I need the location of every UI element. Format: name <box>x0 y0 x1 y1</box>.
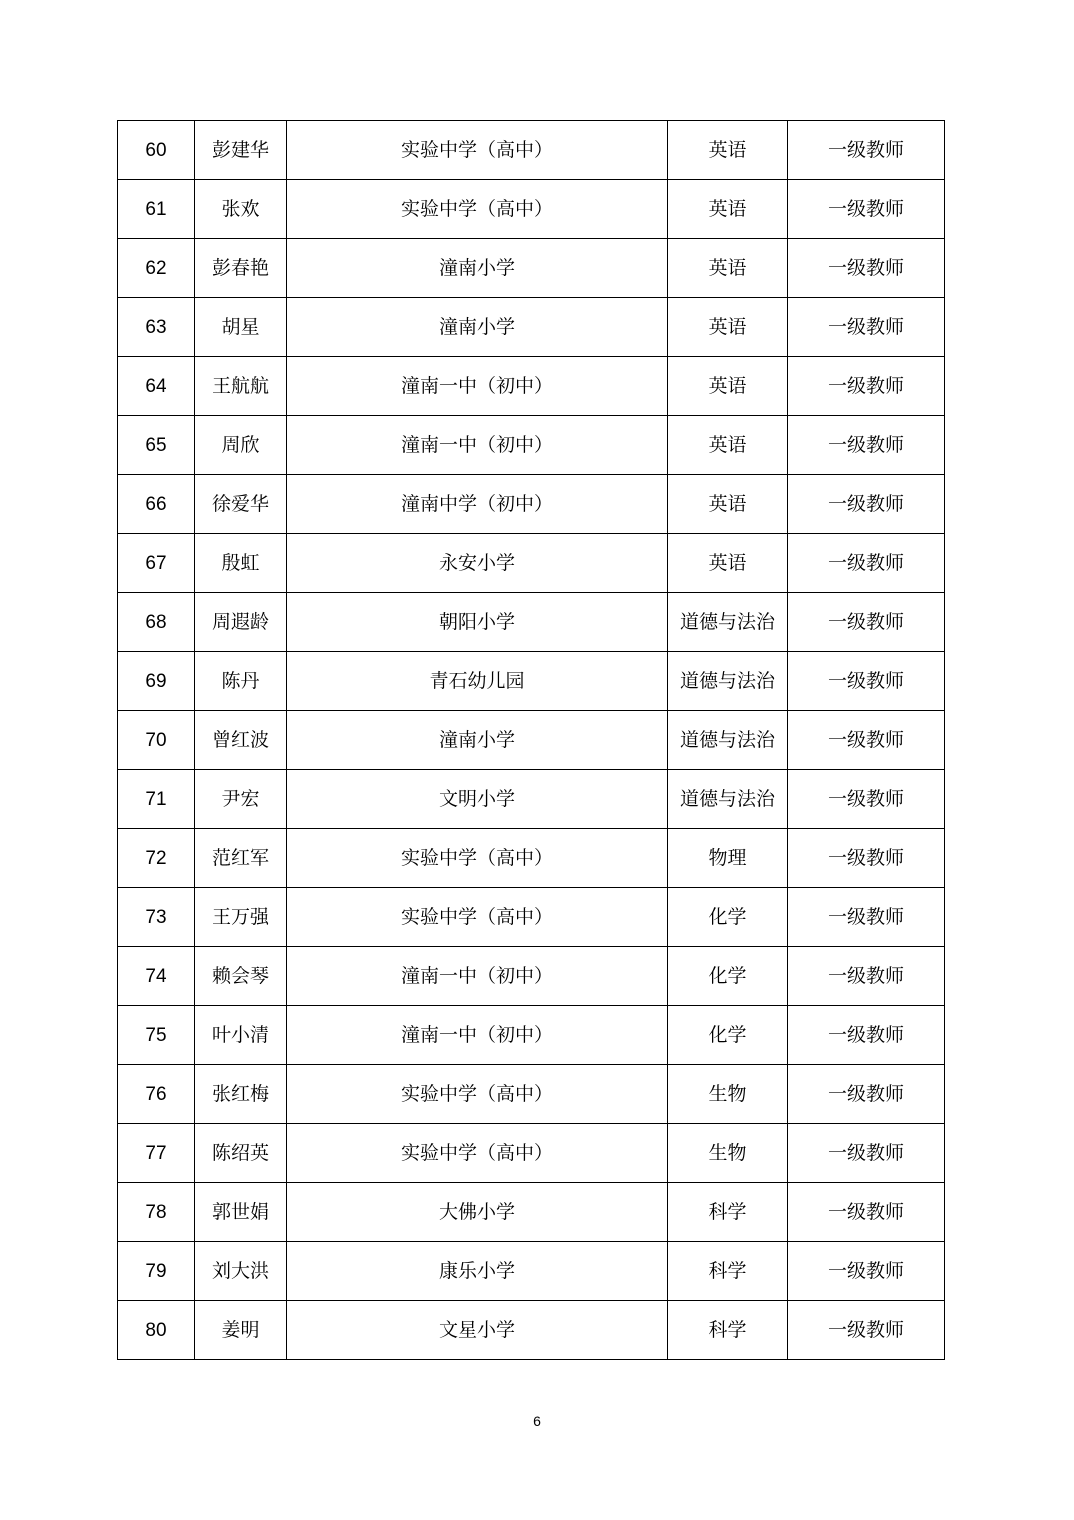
title-cell: 一级教师 <box>788 829 945 888</box>
name-cell: 尹宏 <box>195 770 287 829</box>
title-cell: 一级教师 <box>788 593 945 652</box>
subject-cell: 科学 <box>668 1242 788 1301</box>
school-cell: 实验中学（高中） <box>287 180 668 239</box>
title-cell: 一级教师 <box>788 180 945 239</box>
row-number-cell: 76 <box>118 1065 195 1124</box>
row-number-cell: 67 <box>118 534 195 593</box>
title-cell: 一级教师 <box>788 1183 945 1242</box>
row-number-cell: 64 <box>118 357 195 416</box>
row-number-cell: 63 <box>118 298 195 357</box>
subject-cell: 英语 <box>668 239 788 298</box>
page-number: 6 <box>533 1413 541 1429</box>
title-cell: 一级教师 <box>788 1301 945 1360</box>
subject-cell: 英语 <box>668 121 788 180</box>
school-cell: 实验中学（高中） <box>287 888 668 947</box>
row-number-cell: 75 <box>118 1006 195 1065</box>
name-cell: 姜明 <box>195 1301 287 1360</box>
subject-cell: 生物 <box>668 1124 788 1183</box>
school-cell: 潼南小学 <box>287 711 668 770</box>
school-cell: 文星小学 <box>287 1301 668 1360</box>
school-cell: 永安小学 <box>287 534 668 593</box>
school-cell: 文明小学 <box>287 770 668 829</box>
row-number-cell: 62 <box>118 239 195 298</box>
table-row <box>118 711 945 770</box>
subject-cell: 化学 <box>668 1006 788 1065</box>
teacher-list-table <box>117 120 945 1360</box>
row-number-cell: 68 <box>118 593 195 652</box>
name-cell: 王航航 <box>195 357 287 416</box>
name-cell: 郭世娟 <box>195 1183 287 1242</box>
row-number-cell: 73 <box>118 888 195 947</box>
subject-cell: 道德与法治 <box>668 593 788 652</box>
name-cell: 陈丹 <box>195 652 287 711</box>
table-row <box>118 1183 945 1242</box>
table-row <box>118 652 945 711</box>
name-cell: 殷虹 <box>195 534 287 593</box>
school-cell: 潼南一中（初中） <box>287 357 668 416</box>
school-cell: 实验中学（高中） <box>287 1124 668 1183</box>
name-cell: 徐爱华 <box>195 475 287 534</box>
title-cell: 一级教师 <box>788 1006 945 1065</box>
name-cell: 王万强 <box>195 888 287 947</box>
table-row <box>118 593 945 652</box>
school-cell: 青石幼儿园 <box>287 652 668 711</box>
name-cell: 张欢 <box>195 180 287 239</box>
title-cell: 一级教师 <box>788 121 945 180</box>
title-cell: 一级教师 <box>788 888 945 947</box>
row-number-cell: 77 <box>118 1124 195 1183</box>
subject-cell: 科学 <box>668 1183 788 1242</box>
name-cell: 刘大洪 <box>195 1242 287 1301</box>
row-number-cell: 78 <box>118 1183 195 1242</box>
table-row <box>118 888 945 947</box>
subject-cell: 物理 <box>668 829 788 888</box>
title-cell: 一级教师 <box>788 711 945 770</box>
title-cell: 一级教师 <box>788 947 945 1006</box>
title-cell: 一级教师 <box>788 770 945 829</box>
title-cell: 一级教师 <box>788 298 945 357</box>
table-row <box>118 770 945 829</box>
subject-cell: 道德与法治 <box>668 652 788 711</box>
title-cell: 一级教师 <box>788 357 945 416</box>
subject-cell: 英语 <box>668 357 788 416</box>
table-row <box>118 121 945 180</box>
table-row <box>118 1006 945 1065</box>
title-cell: 一级教师 <box>788 239 945 298</box>
name-cell: 陈绍英 <box>195 1124 287 1183</box>
subject-cell: 英语 <box>668 416 788 475</box>
subject-cell: 生物 <box>668 1065 788 1124</box>
school-cell: 朝阳小学 <box>287 593 668 652</box>
subject-cell: 英语 <box>668 298 788 357</box>
subject-cell: 化学 <box>668 947 788 1006</box>
subject-cell: 英语 <box>668 180 788 239</box>
row-number-cell: 71 <box>118 770 195 829</box>
table-row <box>118 298 945 357</box>
row-number-cell: 80 <box>118 1301 195 1360</box>
name-cell: 叶小清 <box>195 1006 287 1065</box>
school-cell: 潼南一中（初中） <box>287 947 668 1006</box>
row-number-cell: 65 <box>118 416 195 475</box>
school-cell: 康乐小学 <box>287 1242 668 1301</box>
name-cell: 胡星 <box>195 298 287 357</box>
school-cell: 大佛小学 <box>287 1183 668 1242</box>
table-row <box>118 829 945 888</box>
school-cell: 潼南一中（初中） <box>287 416 668 475</box>
name-cell: 周遐龄 <box>195 593 287 652</box>
subject-cell: 道德与法治 <box>668 770 788 829</box>
title-cell: 一级教师 <box>788 475 945 534</box>
table-row <box>118 1242 945 1301</box>
school-cell: 潼南中学（初中） <box>287 475 668 534</box>
subject-cell: 英语 <box>668 534 788 593</box>
row-number-cell: 66 <box>118 475 195 534</box>
row-number-cell: 72 <box>118 829 195 888</box>
table-row <box>118 1124 945 1183</box>
row-number-cell: 79 <box>118 1242 195 1301</box>
table-row <box>118 534 945 593</box>
row-number-cell: 74 <box>118 947 195 1006</box>
subject-cell: 化学 <box>668 888 788 947</box>
name-cell: 赖会琴 <box>195 947 287 1006</box>
school-cell: 潼南小学 <box>287 298 668 357</box>
name-cell: 张红梅 <box>195 1065 287 1124</box>
school-cell: 实验中学（高中） <box>287 1065 668 1124</box>
title-cell: 一级教师 <box>788 652 945 711</box>
row-number-cell: 60 <box>118 121 195 180</box>
title-cell: 一级教师 <box>788 534 945 593</box>
subject-cell: 英语 <box>668 475 788 534</box>
school-cell: 潼南一中（初中） <box>287 1006 668 1065</box>
subject-cell: 道德与法治 <box>668 711 788 770</box>
table-row <box>118 1301 945 1360</box>
name-cell: 范红军 <box>195 829 287 888</box>
name-cell: 周欣 <box>195 416 287 475</box>
table-row <box>118 475 945 534</box>
row-number-cell: 70 <box>118 711 195 770</box>
title-cell: 一级教师 <box>788 1124 945 1183</box>
school-cell: 实验中学（高中） <box>287 121 668 180</box>
name-cell: 曾红波 <box>195 711 287 770</box>
row-number-cell: 61 <box>118 180 195 239</box>
table-row <box>118 1065 945 1124</box>
table-row <box>118 180 945 239</box>
table-row <box>118 357 945 416</box>
title-cell: 一级教师 <box>788 1065 945 1124</box>
name-cell: 彭春艳 <box>195 239 287 298</box>
title-cell: 一级教师 <box>788 416 945 475</box>
row-number-cell: 69 <box>118 652 195 711</box>
school-cell: 实验中学（高中） <box>287 829 668 888</box>
title-cell: 一级教师 <box>788 1242 945 1301</box>
subject-cell: 科学 <box>668 1301 788 1360</box>
school-cell: 潼南小学 <box>287 239 668 298</box>
table-body <box>118 121 945 1360</box>
table-row <box>118 947 945 1006</box>
name-cell: 彭建华 <box>195 121 287 180</box>
table-row <box>118 239 945 298</box>
table-row <box>118 416 945 475</box>
